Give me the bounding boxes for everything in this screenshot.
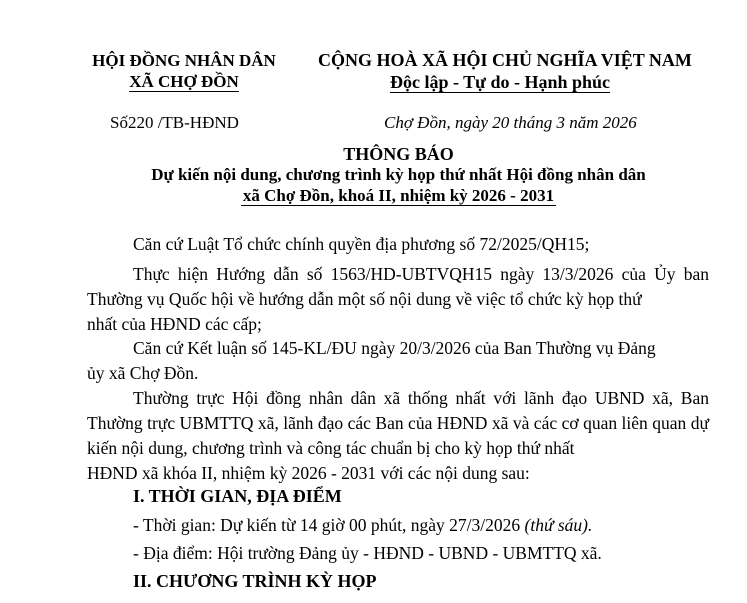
document-title-line2: xã Chợ Đồn, khoá II, nhiệm kỳ 2026 - 2031 — [242, 186, 555, 205]
section-heading-time-place: I. THỜI GIAN, ĐỊA ĐIỂM — [133, 486, 342, 506]
paragraph-agreement: Thường trực Hội đồng nhân dân xã thống nhất với lãnh đạo UBND xã, Ban Thường trực UBMTTQ xã, lãnh đạo các Ban của HĐND xã và các cơ quan liên quan dự kiến nội dung, chương trình và công tác chuẩn bị cho kỳ họp thứ nhất HĐND xã khóa II, nhiệm kỳ 2026 - 2031 với các nội dung sau: — [87, 388, 709, 483]
paragraph-legal-basis-1: Căn cứ Luật Tổ chức chính quyền địa phương số 72/2025/QH15; — [133, 234, 590, 254]
document-type: THÔNG BÁO — [343, 144, 454, 164]
meeting-time: - Thời gian: Dự kiến từ 14 giờ 00 phút, ngày 27/3/2026 (thứ sáu). — [133, 515, 593, 535]
document-title-line1: Dự kiến nội dung, chương trình kỳ họp thứ nhất Hội đồng nhân dân — [151, 165, 646, 184]
section-heading-agenda: II. CHƯƠNG TRÌNH KỲ HỌP — [133, 571, 377, 591]
meeting-place: - Địa điểm: Hội trường Đảng ủy - HĐND - UBND - UBMTTQ xã. — [133, 543, 602, 563]
place-date: Chợ Đồn, ngày 20 tháng 3 năm 2026 — [384, 113, 637, 132]
national-motto: Độc lập - Tự do - Hạnh phúc — [389, 72, 611, 92]
document-number: Số220 /TB-HĐND — [110, 113, 239, 132]
paragraph-legal-basis-2: Thực hiện Hướng dẫn số 1563/HD-UBTVQH15 ngày 13/3/2026 của Ủy ban Thường vụ Quốc hội về hướng dẫn một số nội dung về việc tổ chức kỳ họp thứ nhất của HĐND các cấp; — [87, 264, 709, 334]
paragraph-legal-basis-3: Căn cứ Kết luận số 145-KL/ĐU ngày 20/3/2026 của Ban Thường vụ Đảng ủy xã Chợ Đồn. — [87, 338, 656, 383]
issuing-council: HỘI ĐỒNG NHÂN DÂN — [92, 51, 276, 70]
national-title: CỘNG HOÀ XÃ HỘI CHỦ NGHĨA VIỆT NAM — [318, 50, 692, 70]
issuing-commune: XÃ CHỢ ĐỒN — [129, 72, 239, 91]
